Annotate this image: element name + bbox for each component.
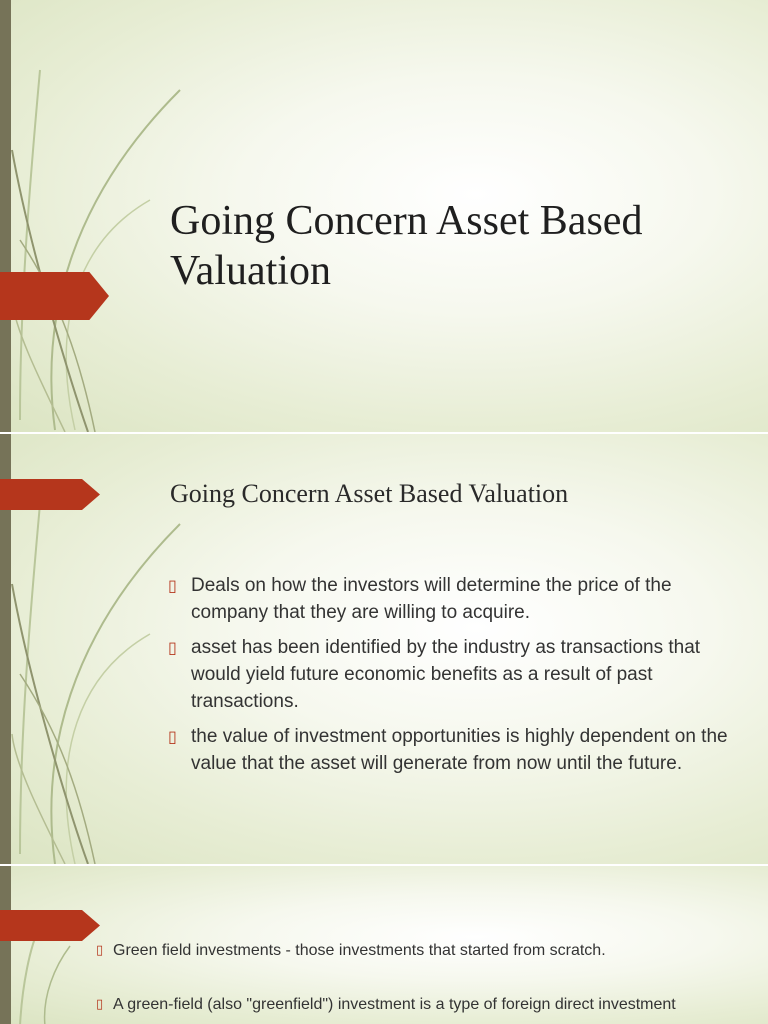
bullet-icon: ▯ <box>96 943 104 958</box>
bullet-list <box>96 940 736 1024</box>
title-arrow-marker <box>0 272 109 320</box>
list-item-text: A green-field (also "greenfield") investment is a type of foreign direct investment <box>113 996 676 1013</box>
list-item <box>168 572 728 626</box>
list-item <box>168 723 728 777</box>
slide-title: Going Concern Asset Based Valuation <box>170 479 569 508</box>
list-item <box>96 994 736 1016</box>
slide-3 <box>0 866 768 1024</box>
slide-1 <box>0 0 768 432</box>
bullet-icon: ▯ <box>168 727 177 746</box>
list-item <box>168 634 728 715</box>
arrow-marker <box>0 910 100 941</box>
bullet-list <box>168 572 728 785</box>
slide-title: Going Concern Asset Based Valuation <box>170 198 643 294</box>
slide-2 <box>0 434 768 864</box>
bullet-icon: ▯ <box>168 638 177 657</box>
bullet-icon: ▯ <box>96 997 104 1012</box>
title-arrow-marker <box>0 479 100 510</box>
list-item <box>96 940 736 962</box>
list-item-text: asset has been identified by the industry as transactions that would yield future economic benefits as a result of past transactions. <box>191 637 701 712</box>
list-item-text: Deals on how the investors will determine the price of the company that they are willing to acquire. <box>191 575 672 623</box>
bullet-icon: ▯ <box>168 576 177 595</box>
list-item-text: Green field investments - those investments that started from scratch. <box>113 942 606 959</box>
list-item-text: the value of investment opportunities is highly dependent on the value that the asset will generate from now until the future. <box>191 726 728 774</box>
